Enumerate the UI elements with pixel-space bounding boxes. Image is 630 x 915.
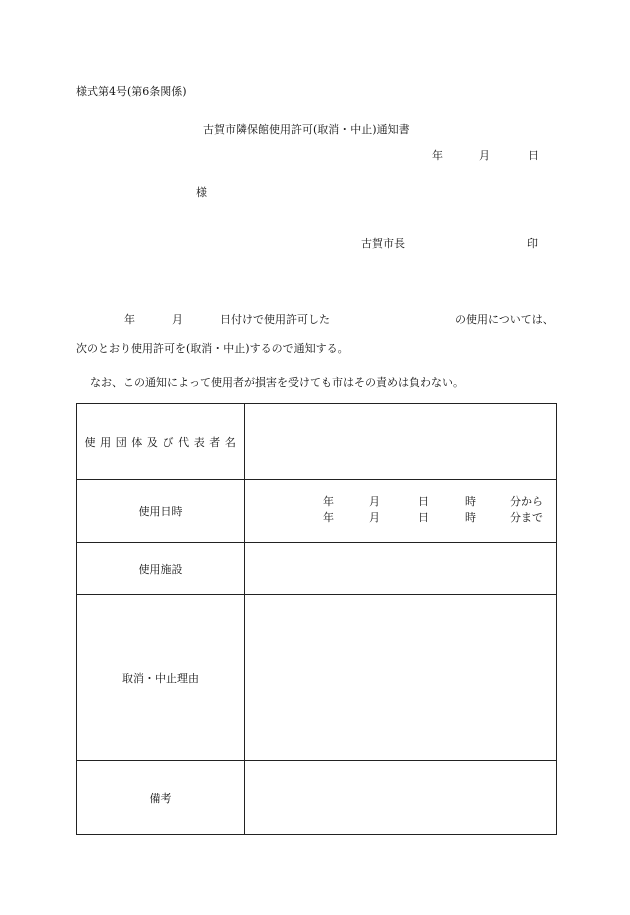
from-day: 日 xyxy=(418,495,429,508)
table-row xyxy=(77,543,557,595)
to-hour: 時 xyxy=(465,511,476,524)
table-row xyxy=(77,404,557,480)
table-row xyxy=(77,761,557,835)
organization-value[interactable] xyxy=(245,404,557,480)
body-notice: なお、この通知によって使用者が損害を受けても市はその責めは負わない。 xyxy=(90,376,464,389)
reason-label: 取消・中止理由 xyxy=(122,671,199,685)
body-month: 月 xyxy=(172,313,183,326)
row-label-remarks xyxy=(77,761,245,835)
from-minute: 分から xyxy=(510,495,543,508)
row-label-organization xyxy=(77,404,245,480)
document-title: 古賀市隣保館使用許可(取消・中止)通知書 xyxy=(203,123,410,136)
organization-label: 使用団体及び代表者名 xyxy=(84,435,241,449)
row-label-datetime xyxy=(77,480,245,543)
form-table xyxy=(76,403,557,835)
from-year: 年 xyxy=(323,495,334,508)
to-minute: 分まで xyxy=(510,511,543,524)
seal-mark: 印 xyxy=(527,237,538,250)
row-label-facility xyxy=(77,543,245,595)
addressee-suffix: 様 xyxy=(196,186,207,199)
to-day: 日 xyxy=(418,511,429,524)
to-month: 月 xyxy=(369,511,380,524)
facility-value[interactable] xyxy=(245,543,557,595)
date-year: 年 xyxy=(432,149,443,162)
table-row xyxy=(77,480,557,543)
body-year: 年 xyxy=(124,313,135,326)
to-year: 年 xyxy=(323,511,334,524)
reason-value[interactable] xyxy=(245,595,557,761)
table-row xyxy=(77,595,557,761)
from-month: 月 xyxy=(369,495,380,508)
body-day-permitted: 日付けで使用許可した xyxy=(220,313,330,326)
date-month: 月 xyxy=(479,149,490,162)
remarks-label: 備考 xyxy=(149,791,172,805)
facility-label: 使用施設 xyxy=(138,562,183,576)
datetime-value[interactable] xyxy=(245,480,557,543)
datetime-label: 使用日時 xyxy=(138,505,183,518)
row-label-reason xyxy=(77,595,245,761)
remarks-value[interactable] xyxy=(245,761,557,835)
date-day: 日 xyxy=(528,149,539,162)
issuer-name: 古賀市長 xyxy=(361,237,405,250)
form-number: 様式第4号(第6条関係) xyxy=(76,85,187,98)
body-line2: 次のとおり使用許可を(取消・中止)するので通知する。 xyxy=(76,342,349,355)
body-usage-tail: の使用については、 xyxy=(455,313,554,326)
from-hour: 時 xyxy=(465,495,476,508)
